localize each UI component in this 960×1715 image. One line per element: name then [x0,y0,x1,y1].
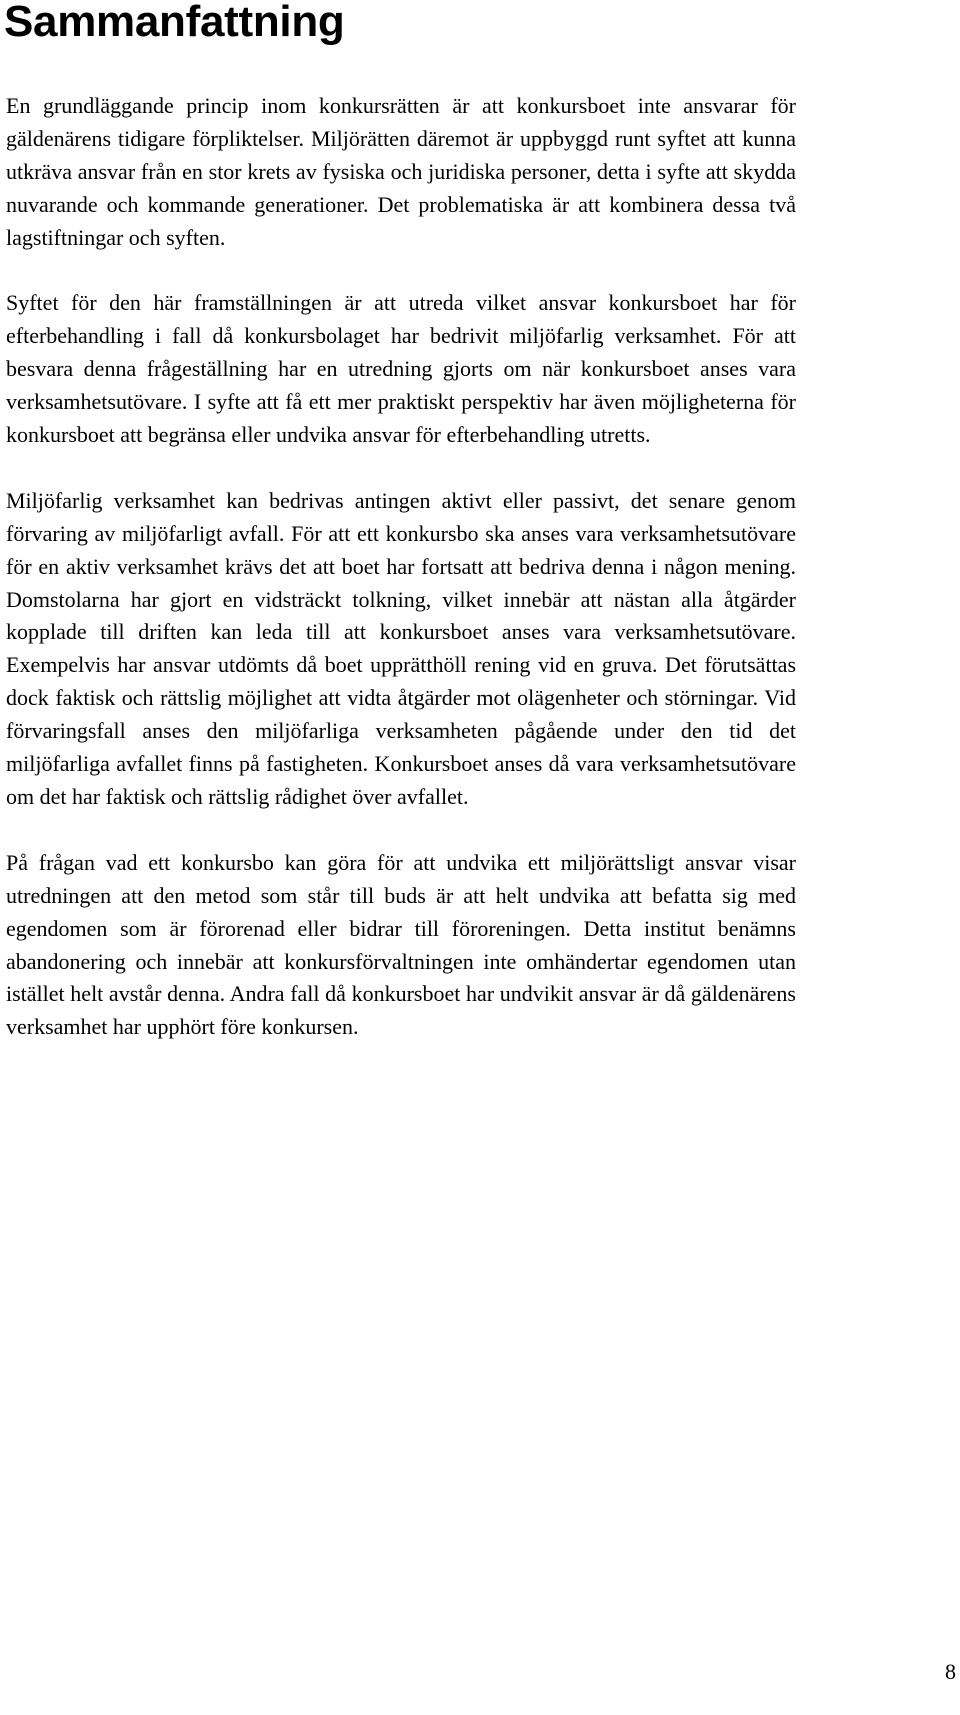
summary-body [6,90,796,1077]
page-number: 8 [945,1659,956,1684]
paragraph-2: Syftet för den här framställningen är att utreda vilket ansvar konkursboet har för efterbehandling i fall då konkursbolaget har bedrivit miljöfarlig verksamhet. För att besvara denna frågeställning har en utredning gjorts om när konkursboet anses vara verksamhetsutövare. I syfte att få ett mer praktiskt perspektiv har även möjligheterna för konkursboet att begränsa eller undvika ansvar för efterbehandling utretts. [6,290,796,448]
paragraph-4: På frågan vad ett konkursbo kan göra för att undvika ett miljörättsligt ansvar visar utredningen att den metod som står till buds är att helt undvika att befatta sig med egendomen som är förorenad eller bidrar till föroreningen. Detta institut benämns abandonering och innebär att konkursförvaltningen inte omhändertar egendomen utan istället helt avstår denna. Andra fall då konkursboet har undvikit ansvar är då gäldenärens verksamhet har upphört före konkursen. [6,849,796,1040]
paragraph-3: Miljöfarlig verksamhet kan bedrivas antingen aktivt eller passivt, det senare genom förvaring av miljöfarligt avfall. För att ett konkursbo ska anses vara verksamhetsutövare för en aktiv verksamhet krävs det att boet har fortsatt att bedriva denna i någon mening. Domstolarna har gjort en vidsträckt tolkning, vilket innebär att nästan alla åtgärder kopplade till driften kan leda till att konkursboet anses vara verksamhetsutövare. Exempelvis har ansvar utdömts då boet upprätthöll rening vid en gruva. Det förutsättas dock faktisk och rättslig möjlighet att vidta åtgärder mot olägenheter och störningar. Vid förvaringsfall anses den miljöfarliga verksamheten pågående under den tid det miljöfarliga avfallet finns på fastigheten. Konkursboet anses då vara verksamhetsutövare om det har faktisk och rättslig rådighet över avfallet. [6,487,796,809]
page-title: Sammanfattning [4,0,345,46]
paragraph-1: En grundläggande princip inom konkursrätten är att konkursboet inte ansvarar för gäldenärens tidigare förpliktelser. Miljörätten däremot är uppbyggd runt syftet att kunna utkräva ansvar från en stor krets av fysiska och juridiska personer, detta i syfte att skydda nuvarande och kommande generationer. Det problematiska är att kombinera dessa två lagstiftningar och syften. [6,93,796,250]
